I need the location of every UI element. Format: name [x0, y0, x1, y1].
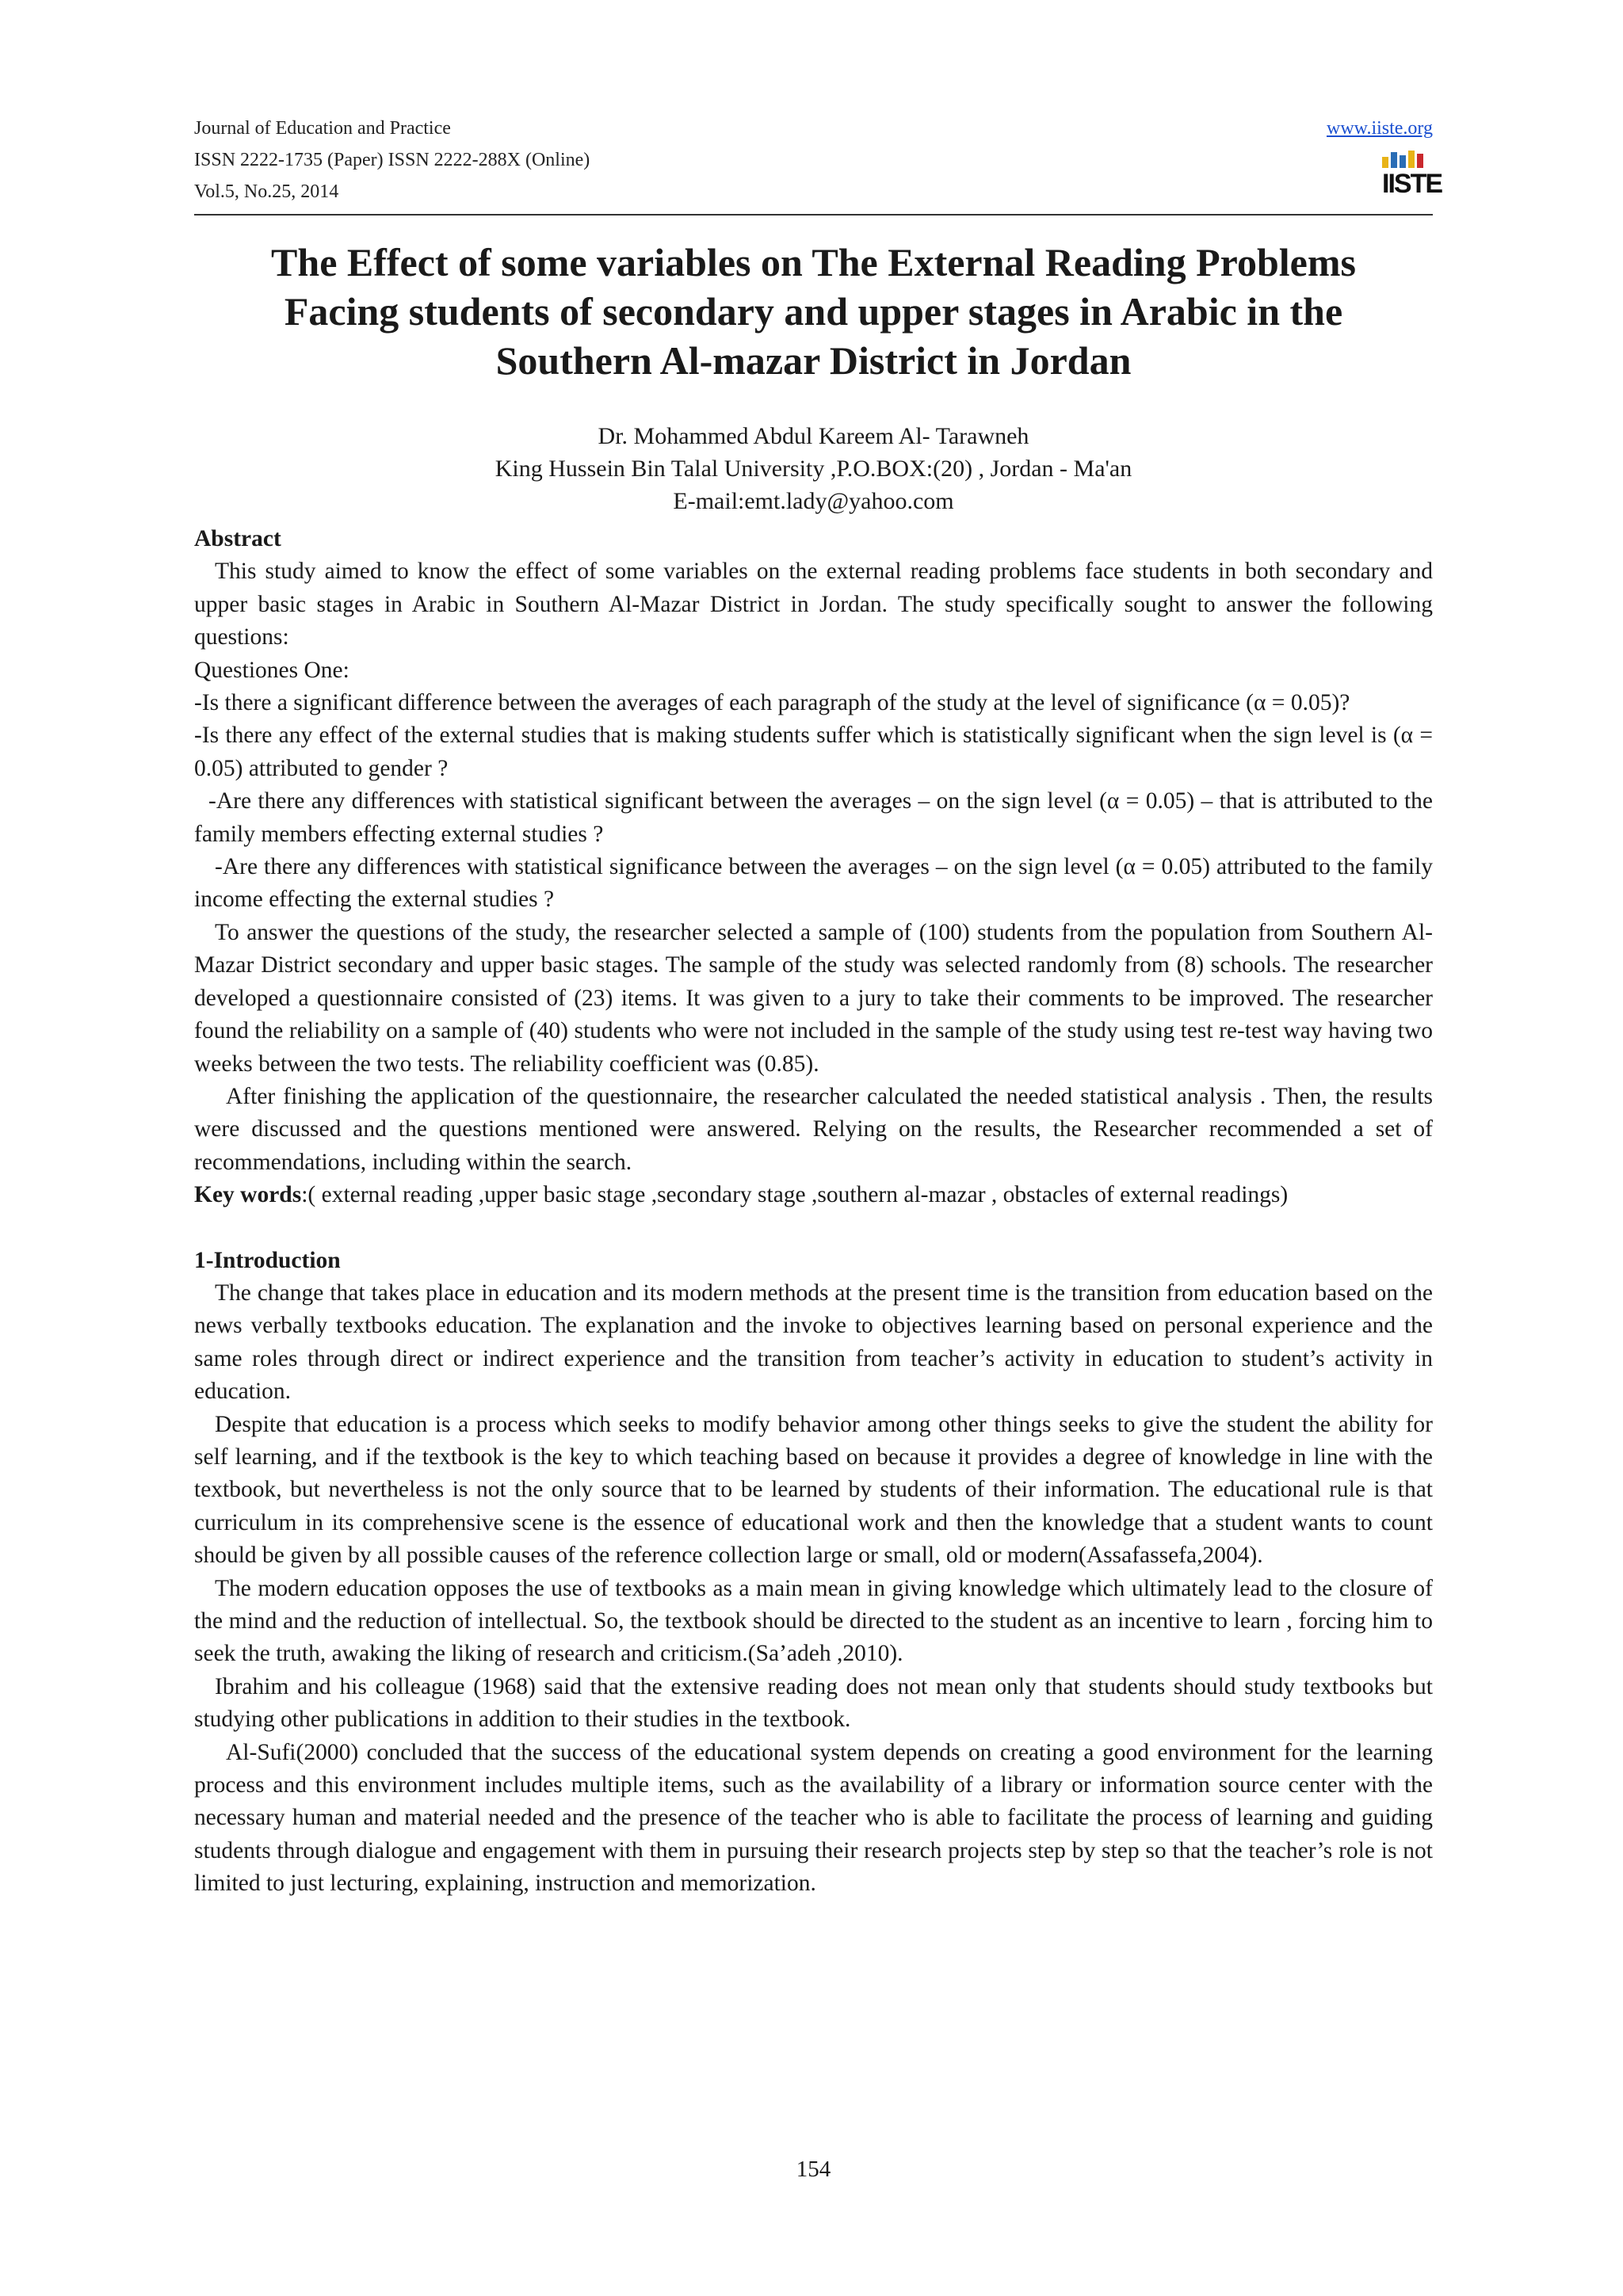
abstract-heading: Abstract	[194, 526, 281, 551]
introduction-paragraph: Despite that education is a process which seeks to modify behavior among other things seeks to give the student the ability for self learning, and if the textbook is the key to which teaching based on because it provides a degree of knowledge in line with the textbook, but nevertheless is not the only source that to be learned by students of their information. The educational rule is that curriculum in its comprehensive scene is the essence of educational work and then the knowledge that a student wants to count should be given by all possible causes of the reference collection large or small, old or modern(Assafassefa,2004).	[194, 1411, 1433, 1569]
keywords-label: Key words	[194, 1182, 302, 1208]
introduction-paragraph: Al-Sufi(2000) concluded that the success of the educational system depends on creating a good environment for the learning process and this environment includes multiple items, such as the availability of a library or information source center with the necessary human and material needed and the presence of the teacher who is able to facilitate the process of learning and guiding students through dialogue and engagement with them in pursuing their research projects step by step so that the teacher’s role is not limited to just lecturing, explaining, instruction and memorization.	[194, 1739, 1433, 1897]
header-rule	[194, 214, 1433, 215]
title-line: The Effect of some variables on The External Reading Problems	[271, 240, 1356, 284]
introduction-paragraph: The modern education opposes the use of textbooks as a main mean in giving knowledge which ultimately lead to the closure of the mind and the reduction of intellectual. So, the textbook should be directed to the student as an incentive to learn , forcing him to seek the truth, awaking the liking of research and criticism.(Sa’adeh ,2010).	[194, 1575, 1433, 1667]
research-question: -Are there any differences with statistical significant between the averages – on the sign level (α = 0.05) – that is attributed to the family members effecting external studies ?	[194, 788, 1433, 847]
abstract-paragraph: To answer the questions of the study, the researcher selected a sample of (100) students from the population from Southern Al-Mazar District secondary and upper basic stages. The sample of the study was selected randomly from (8) schools. The researcher developed a questionnaire consisted of (23) items. It was given to a jury to take their comments to be improved. The researcher found the reliability on a sample of (40) students who were not included in the sample of the study using test re-test way having two weeks between the two tests. The reliability coefficient was (0.85).	[194, 919, 1433, 1077]
author-name: Dr. Mohammed Abdul Kareem Al- Tarawneh	[598, 423, 1029, 449]
iiste-logo	[1382, 151, 1442, 204]
journal-volume: Vol.5, No.25, 2014	[194, 181, 339, 202]
research-question: -Is there any effect of the external studies that is making students suffer which is statistically significant when the sign level is (α = 0.05) attributed to gender ?	[194, 723, 1433, 781]
paper-body	[194, 523, 1433, 1901]
logo-bars	[1382, 151, 1433, 168]
journal-name: Journal of Education and Practice	[194, 118, 451, 139]
journal-issn: ISSN 2222-1735 (Paper) ISSN 2222-288X (Online)	[194, 150, 590, 170]
abstract-paragraph: After finishing the application of the questionnaire, the researcher calculated the needed statistical analysis . Then, the results were discussed and the questions mentioned were answered. Relying on the results, the Researcher recommended a set of recommendations, including within the search.	[194, 1083, 1433, 1175]
abstract-paragraph: This study aimed to know the effect of some variables on the external reading problems face students in both secondary and upper basic stages in Arabic in Southern Al-Mazar District in Jordan. The study specifically sought to answer the following questions:	[194, 559, 1433, 650]
logo-text: IISTE	[1382, 169, 1442, 199]
questions-heading: Questiones One:	[194, 657, 349, 683]
author-block	[194, 420, 1433, 517]
keywords	[194, 1179, 1433, 1211]
author-email: E-mail:emt.lady@yahoo.com	[673, 488, 954, 514]
page-number: 154	[796, 2157, 831, 2182]
research-question: -Are there any differences with statistical significance between the averages – on the sign level (α = 0.05) attributed to the family income effecting the external studies ?	[194, 854, 1433, 913]
section-heading-introduction: 1-Introduction	[194, 1247, 341, 1273]
journal-header	[194, 113, 1442, 215]
paper-title	[194, 238, 1433, 385]
title-line: Facing students of secondary and upper stages in Arabic in the	[284, 289, 1343, 334]
title-line: Southern Al-mazar District in Jordan	[495, 338, 1132, 383]
header-right	[1327, 113, 1442, 204]
keywords-text: :( external reading ,upper basic stage ,secondary stage ,southern al-mazar , obstacles of external readings)	[301, 1182, 1289, 1208]
research-question: -Is there a significant difference between the averages of each paragraph of the study at the level of significance (α = 0.05)?	[194, 690, 1350, 716]
section-gap	[194, 1212, 1433, 1245]
introduction-paragraph: Ibrahim and his colleague (1968) said that the extensive reading does not mean only that students should study textbooks but studying other publications in addition to their studies in the textbook.	[194, 1673, 1433, 1733]
journal-website-link[interactable]: www.iiste.org	[1327, 118, 1433, 139]
author-affiliation: King Hussein Bin Talal University ,P.O.BOX:(20) , Jordan - Ma'an	[495, 456, 1132, 482]
introduction-paragraph: The change that takes place in education and its modern methods at the present time is the transition from education based on the news verbally textbooks education. The explanation and the invoke to objectives learning based on personal experience and the same roles through direct or indirect experience and the transition from teacher’s activity in education to student’s activity in education.	[194, 1280, 1433, 1405]
